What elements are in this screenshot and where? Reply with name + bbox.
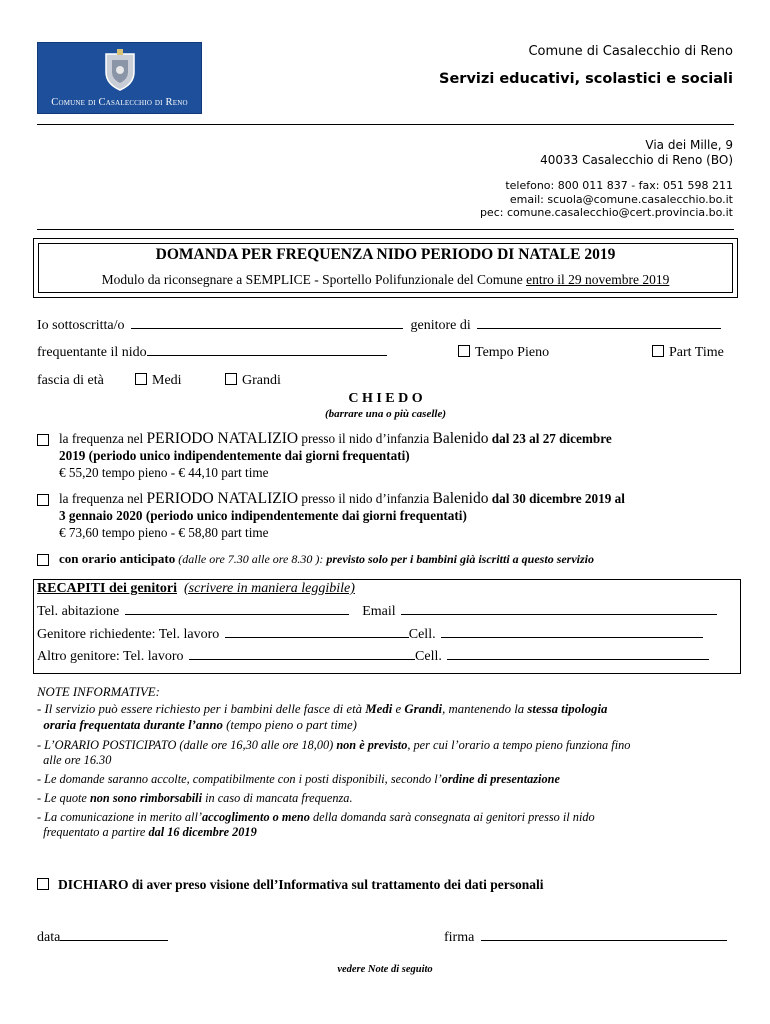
option-1-dates: dal 23 al 27 dicembre <box>488 431 612 446</box>
note-2 <box>37 738 737 768</box>
note-1-medi: Medi <box>365 702 393 716</box>
requesting-cell-field[interactable] <box>441 637 703 638</box>
signature-field[interactable] <box>481 940 727 941</box>
option-2-text <box>59 490 739 541</box>
option-2-period: PERIODO NATALIZIO <box>146 490 299 507</box>
signature-label: firma <box>444 930 475 945</box>
see-notes-footer: vedere Note di seguito <box>337 964 433 975</box>
note-2-a: - L’ORARIO POSTICIPATO (dalle ore 16,30 alle ore 18,00) <box>37 738 337 752</box>
option-1[interactable] <box>37 432 54 450</box>
note-2-c: , per cui l’orario a tempo pieno funziona fino <box>407 738 631 752</box>
sottoscritta-label: Io sottoscritta/o <box>37 318 125 333</box>
fascia-label: fascia di età <box>37 373 104 388</box>
option-3-title: con orario anticipato <box>59 551 176 566</box>
privacy-declaration[interactable] <box>37 877 544 893</box>
org-name: Comune di Casalecchio di Reno <box>528 44 733 59</box>
applicant-row <box>37 318 734 334</box>
privacy-checkbox[interactable] <box>37 878 49 890</box>
pec-address: pec: comune.casalecchio@cert.provincia.bo.it <box>479 206 733 219</box>
option-1-price: € 55,20 tempo pieno - € 44,10 part time <box>59 465 269 480</box>
subtitle-deadline: entro il 29 novembre 2019 <box>526 272 670 287</box>
option-3-hours: (dalle ore 7.30 alle ore 8.30 ): <box>175 552 327 566</box>
header-divider <box>37 124 734 125</box>
signature-row <box>444 930 727 946</box>
nursery-name-field[interactable] <box>147 355 387 356</box>
crest-icon <box>100 48 140 92</box>
note-1-grandi: Grandi <box>404 702 443 716</box>
applicant-name-field[interactable] <box>131 328 403 329</box>
option-1-part-a: la frequenza nel <box>59 431 147 446</box>
option-1-text <box>59 430 739 481</box>
form-title: DOMANDA PER FREQUENZA NIDO PERIODO DI NATALE 2019 <box>155 246 616 263</box>
option-1-nursery: Balenido <box>432 430 489 447</box>
barrare-note: (barrare una o più caselle) <box>325 408 446 420</box>
option-1-part-c: presso il nido d’infanzia <box>298 431 433 446</box>
subtitle-text: Modulo da riconsegnare a SEMPLICE - Sportello Polifunzionale del Comune <box>101 272 527 287</box>
tempo-pieno-option[interactable] <box>458 345 549 361</box>
grandi-label: Grandi <box>242 373 281 388</box>
option-1-checkbox[interactable] <box>37 434 49 446</box>
note-4-c: in caso di mancata frequenza. <box>202 791 353 805</box>
address-line-2: 40033 Casalecchio di Reno (BO) <box>540 153 733 167</box>
note-4 <box>37 791 737 806</box>
note-4-a: - Le quote <box>37 791 90 805</box>
medi-checkbox[interactable] <box>135 373 147 385</box>
option-2-checkbox[interactable] <box>37 494 49 506</box>
grandi-checkbox[interactable] <box>225 373 237 385</box>
medi-label: Medi <box>152 373 182 388</box>
email-field[interactable] <box>401 614 717 615</box>
date-label: data <box>37 930 61 945</box>
note-2-b: non è previsto <box>336 738 408 752</box>
nursery-row <box>37 345 734 361</box>
note-5 <box>37 810 737 840</box>
tempo-pieno-label: Tempo Pieno <box>475 345 550 360</box>
other-parent-row <box>37 649 734 665</box>
option-1-period: PERIODO NATALIZIO <box>146 430 299 447</box>
option-2-period-note: 3 gennaio 2020 (periodo unico indipendentemente dai giorni frequentati) <box>59 508 467 523</box>
note-5-a: - La comunicazione in merito all’ <box>37 810 202 824</box>
requesting-parent-label: Genitore richiedente: Tel. lavoro <box>37 627 220 642</box>
requesting-work-phone-field[interactable] <box>225 637 409 638</box>
note-3 <box>37 772 737 787</box>
contacts-heading <box>37 581 355 597</box>
option-3[interactable] <box>37 552 54 570</box>
contacts-hint: (scrivere in maniera leggibile) <box>184 581 355 596</box>
part-time-checkbox[interactable] <box>652 345 664 357</box>
other-cell-field[interactable] <box>447 659 709 660</box>
home-phone-label: Tel. abitazione <box>37 604 120 619</box>
note-1-a: - Il servizio può essere richiesto per i bambini delle fasce di età <box>37 702 366 716</box>
option-2-part-c: presso il nido d’infanzia <box>298 491 433 506</box>
tempo-pieno-checkbox[interactable] <box>458 345 470 357</box>
email-label: Email <box>362 604 396 619</box>
note-5-e: dal 16 dicembre 2019 <box>148 825 257 839</box>
contact-divider <box>37 229 734 230</box>
cell-label-1: Cell. <box>408 627 436 642</box>
option-1-period-note: 2019 (periodo unico indipendentemente dai giorni frequentati) <box>59 448 410 463</box>
requesting-parent-row <box>37 627 734 643</box>
part-time-option[interactable] <box>652 345 724 361</box>
option-2-part-a: la frequenza nel <box>59 491 147 506</box>
form-subtitle <box>33 272 738 288</box>
option-2-price: € 73,60 tempo pieno - € 58,80 part time <box>59 525 269 540</box>
child-name-field[interactable] <box>477 328 721 329</box>
option-3-checkbox[interactable] <box>37 554 49 566</box>
note-4-b: non sono rimborsabili <box>89 791 203 805</box>
note-5-c: della domanda sarà consegnata ai genitori presso il nido <box>309 810 595 824</box>
grandi-option[interactable] <box>225 373 281 389</box>
option-2[interactable] <box>37 492 54 510</box>
department-name: Servizi educativi, scolastici e sociali <box>439 71 733 87</box>
logo-text: Comune di Casalecchio di Reno <box>51 97 188 108</box>
email-address: email: scuola@comune.casalecchio.bo.it <box>509 193 733 206</box>
note-3-a: - Le domande saranno accolte, compatibilmente con i posti disponibili, secondo l’ <box>37 772 442 786</box>
note-3-b: ordine di presentazione <box>441 772 560 786</box>
frequentante-label: frequentante il nido <box>37 345 147 360</box>
phone-fax: telefono: 800 011 837 - fax: 051 598 211 <box>505 179 733 192</box>
chiedo-heading: C H I E D O <box>348 391 423 406</box>
contacts-title: RECAPITI dei genitori <box>37 581 177 596</box>
municipality-logo <box>37 42 202 114</box>
option-3-note: previsto solo per i bambini già iscritti a questo servizio <box>326 552 595 566</box>
date-field[interactable] <box>60 940 168 941</box>
note-5-b: accoglimento o meno <box>201 810 310 824</box>
medi-option[interactable] <box>135 373 182 389</box>
home-phone-row <box>37 604 734 620</box>
address-line-1: Via dei Mille, 9 <box>645 138 733 152</box>
date-row <box>37 930 168 946</box>
option-2-dates: dal 30 dicembre 2019 al <box>488 491 625 506</box>
privacy-text: DICHIARO di aver preso visione dell’Informativa sul trattamento dei dati personali <box>58 877 544 892</box>
note-1-h: (tempo pieno o part time) <box>222 718 357 732</box>
notes-heading: NOTE INFORMATIVE: <box>37 685 160 699</box>
note-5-d: frequentato a partire <box>43 825 149 839</box>
note-1-e: , mantenendo la <box>442 702 528 716</box>
other-work-phone-field[interactable] <box>189 659 415 660</box>
note-1-f: stessa tipologia <box>527 702 608 716</box>
note-1 <box>37 701 737 733</box>
cell-label-2: Cell. <box>415 649 442 664</box>
home-phone-field[interactable] <box>125 614 349 615</box>
note-1-c: e <box>392 702 405 716</box>
other-parent-label: Altro genitore: Tel. lavoro <box>37 649 184 664</box>
part-time-label: Part Time <box>669 345 724 360</box>
note-1-g: oraria frequentata durante l’anno <box>43 718 223 732</box>
note-2-d: alle ore 16.30 <box>43 753 112 767</box>
option-3-text <box>59 551 594 567</box>
option-2-nursery: Balenido <box>432 490 489 507</box>
genitore-label: genitore di <box>410 318 471 333</box>
